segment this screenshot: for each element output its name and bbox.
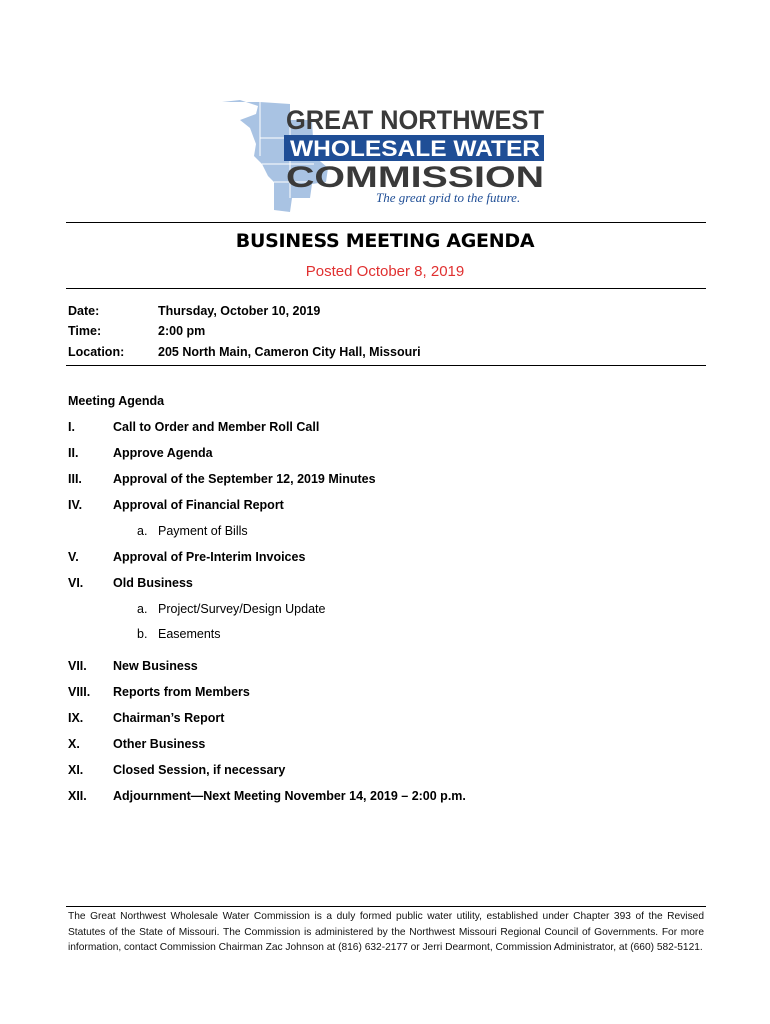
agenda-subitem-letter: b.: [137, 627, 148, 641]
header-rule-bottom: [66, 288, 706, 289]
logo-graphic: [220, 98, 550, 216]
agenda-item-number: XI.: [68, 763, 84, 777]
agenda-item-number: IX.: [68, 711, 84, 725]
time-label: Time:: [68, 324, 102, 338]
footer-note: The Great Northwest Wholesale Water Commission is a duly formed public water utility, established under Chapter 393 of the Revised Statutes of the State of Missouri. The Commission is administered by the Northwest Missouri Regional Council of Governments. For more information, contact Commission Chairman Zac Johnson at (816) 632-2177 or Jerri Dearmont, Commission Administrator, at (660) 582-5121.: [68, 911, 704, 954]
agenda-subitem-text: Easements: [158, 627, 221, 641]
footer-rule: [66, 906, 706, 907]
agenda-subitem-letter: a.: [137, 602, 148, 616]
agenda-heading: Meeting Agenda: [68, 394, 165, 408]
agenda-item-text: Closed Session, if necessary: [113, 763, 286, 777]
agenda-item-number: III.: [68, 472, 82, 486]
agenda-item-number: VIII.: [68, 685, 91, 699]
agenda-item-text: Other Business: [113, 737, 206, 751]
logo-line-1: GREAT NORTHWEST: [286, 105, 545, 135]
agenda-item-number: V.: [68, 550, 79, 564]
time-value: 2:00 pm: [158, 324, 206, 338]
location-label: Location:: [68, 345, 125, 359]
agenda-item-number: IV.: [68, 498, 83, 512]
agenda-item-text: Approval of Financial Report: [113, 498, 284, 512]
date-label: Date:: [68, 304, 100, 318]
commission-logo: [220, 98, 550, 216]
agenda-subitem-text: Project/Survey/Design Update: [158, 602, 326, 616]
agenda-subitem-letter: a.: [137, 524, 148, 538]
agenda-item-text: Approval of the September 12, 2019 Minutes: [113, 472, 376, 486]
agenda-item-number: VI.: [68, 576, 84, 590]
agenda-item-text: Old Business: [113, 576, 193, 590]
header-rule-top: [66, 222, 706, 223]
agenda-item-text: Approve Agenda: [113, 446, 213, 460]
page-title: BUSINESS MEETING AGENDA: [235, 230, 535, 252]
logo-tagline: The great grid to the future.: [376, 190, 521, 205]
agenda-item-number: XII.: [68, 789, 87, 803]
meeting-info-rule: [66, 365, 706, 366]
agenda-item-text: Approval of Pre-Interim Invoices: [113, 550, 306, 564]
agenda-item-text: Reports from Members: [113, 685, 250, 699]
agenda-item-number: II.: [68, 446, 79, 460]
posted-date: Posted October 8, 2019: [305, 263, 465, 280]
agenda-item-text: New Business: [113, 659, 198, 673]
date-value: Thursday, October 10, 2019: [158, 304, 321, 318]
agenda-item-number: I.: [68, 420, 75, 434]
location-value: 205 North Main, Cameron City Hall, Missouri: [158, 345, 421, 359]
agenda-item-number: VII.: [68, 659, 87, 673]
agenda-item-text: Call to Order and Member Roll Call: [113, 420, 320, 434]
logo-line-2: WHOLESALE WATER: [290, 136, 541, 161]
logo-line-3: COMMISSION: [286, 161, 544, 194]
agenda-item-text: Adjournment—Next Meeting November 14, 2019 – 2:00 p.m.: [113, 789, 466, 803]
agenda-item-number: X.: [68, 737, 80, 751]
agenda-subitem-text: Payment of Bills: [158, 524, 248, 538]
agenda-item-text: Chairman’s Report: [113, 711, 225, 725]
